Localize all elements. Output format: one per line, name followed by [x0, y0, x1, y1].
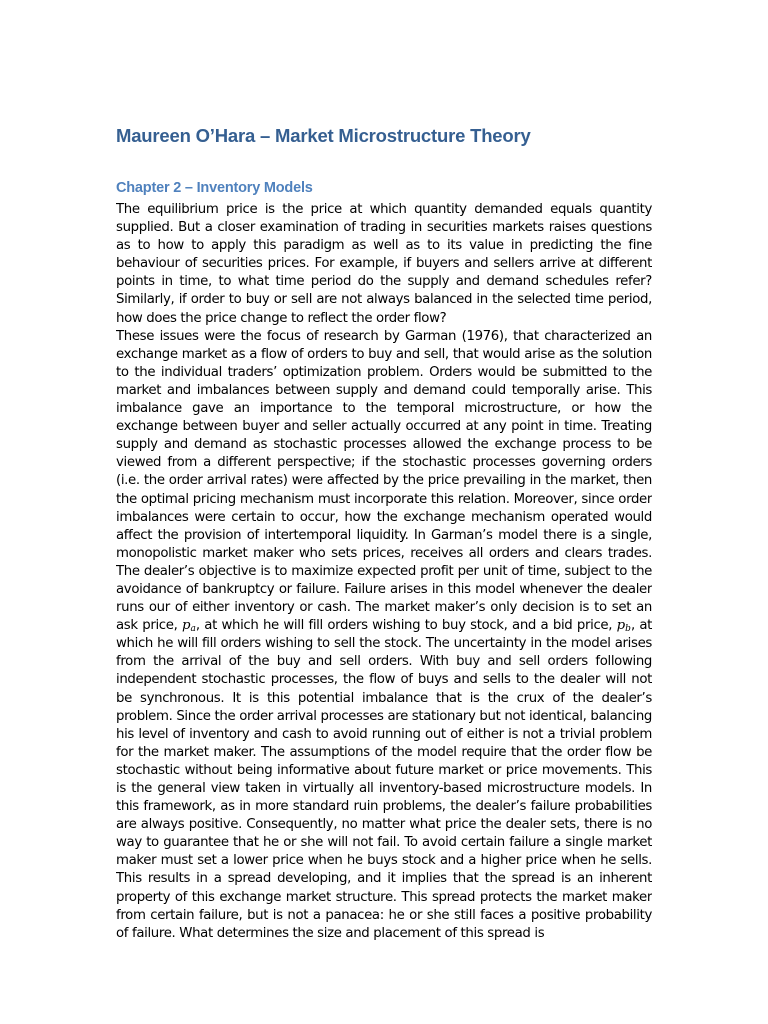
document-title: Maureen O’Hara – Market Microstructure Theory: [116, 125, 531, 146]
paragraph-text: The equilibrium price is the price at which quantity demanded equals quantity supplied. But a closer examination of trading in securities markets raises questions as to how to apply this paradigm as well as to its value in predicting the fine behaviour of securities prices. For example, if buyers and sellers arrive at different points in time, to what time period do the supply and demand schedules refer? Similarly, if order to buy or sell are not always balanced in the selected time period, how does the price change to reflect the order flow?: [116, 202, 652, 326]
chapter-heading: Chapter 2 – Inventory Models: [116, 180, 313, 196]
paragraph-equilibrium-price: [116, 201, 652, 328]
paragraph-text-after-bid: , at which he will fill orders wishing to sell the stock. The uncertainty in the model arises from the arrival of the buy and sell orders. With buy and sell orders following independent stochastic processes, the flow of buys and sells to the dealer will not be synchronous. It is this potential imbalance that is the crux of the dealer’s problem. Since the order arrival processes are stationary but not identical, balancing his level of inventory and cash to avoid running out of either is not a trivial problem for the market maker. The assumptions of the model require that the order flow be stochastic without being informative about future market or price movements. This is the general view taken in virtually all inventory-based microstructure models. In this framework, as in more standard ruin problems, the dealer’s failure probabilities are always positive. Consequently, no matter what price the dealer sets, there is no way to guarantee that he or she will not fail. To avoid certain failure a single market maker must set a lower price when he buys stock and a higher price when he sells. This results in a spread developing, and it implies that the spread is an inherent property of this exchange market structure. This spread protects the market maker from certain failure, but is not a panacea: he or she still faces a positive probability of failure. What determines the size and placement of this spread is: [116, 618, 652, 941]
paragraph-text-between: , at which he will fill orders wishing to buy stock, and a bid price,: [195, 618, 617, 634]
document-body: [116, 201, 652, 943]
paragraph-garman-model: [116, 328, 652, 943]
document-page: [116, 0, 652, 1024]
paragraph-text-before-ask: These issues were the focus of research by Garman (1976), that characterized an exchange market as a flow of orders to buy and sell, that would arise as the solution to the individual traders’ optimization problem. Orders would be submitted to the market and imbalances between supply and demand could temporally arise. This imbalance gave an importance to the temporal microstructure, or how the exchange between buyer and seller actually occurred at any point in time. Treating supply and demand as stochastic processes allowed the exchange process to be viewed from a different perspective; if the stochastic processes governing orders (i.e. the order arrival rates) were affected by the price prevailing in the market, then the optimal pricing mechanism must incorporate this relation. Moreover, since order imbalances were certain to occur, how the exchange mechanism operated would affect the provision of intertemporal liquidity. In Garman’s model there is a single, monopolistic market maker who sets prices, receives all orders and clears trades. The dealer’s objective is to maximize expected profit per unit of time, subject to the avoidance of bankruptcy or failure. Failure arises in this model whenever the dealer runs our of either inventory or cash. The market maker’s only decision is to set an ask price,: [116, 328, 652, 634]
ask-price-symbol: $p_a$: [182, 618, 196, 635]
bid-price-subscript: b: [625, 624, 631, 635]
ask-price-subscript: a: [190, 624, 196, 635]
bid-price-symbol: $p_b$: [616, 618, 631, 635]
